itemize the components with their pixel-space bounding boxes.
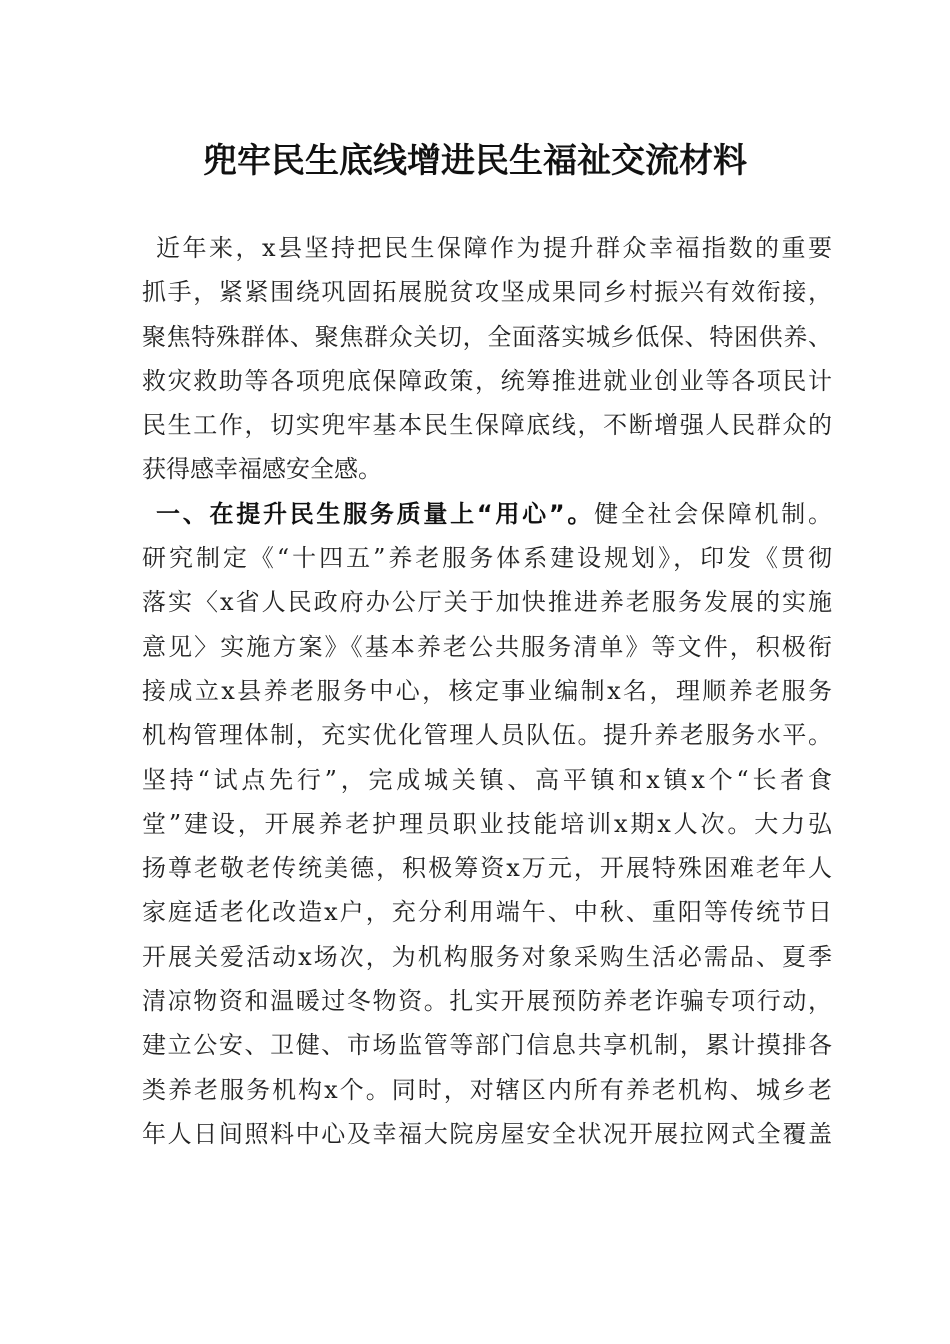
text-line: 堂”建设，开展养老护理员职业技能培训x期x人次。大力弘: [142, 809, 832, 838]
section-heading-line: [142, 492, 832, 536]
text-line: 救灾救助等各项兜底保障政策，统筹推进就业创业等各项民计: [142, 366, 832, 395]
text-line: 聚焦特殊群体、聚焦群众关切，全面落实城乡低保、特困供养、: [142, 322, 832, 351]
text-line: 抓手，紧紧围绕巩固拓展脱贫攻坚成果同乡村振兴有效衔接，: [142, 278, 832, 307]
text-line: 意见〉实施方案》《基本养老公共服务清单》等文件，积极衔: [142, 632, 832, 661]
section-first-sentence: 健全社会保障机制。: [594, 499, 832, 528]
paragraph-intro: [142, 226, 832, 492]
text-line: 研究制定《“十四五”养老服务体系建设规划》，印发《贯彻: [142, 544, 832, 573]
paragraph-section-one: [142, 492, 832, 1156]
text-line: 接成立x县养老服务中心，核定事业编制x名，理顺养老服务: [142, 676, 832, 705]
text-line: 落实〈x省人民政府办公厅关于加快推进养老服务发展的实施: [142, 588, 832, 617]
text-line: 近年来，x县坚持把民生保障作为提升群众幸福指数的重要: [156, 234, 832, 262]
text-line: 获得感幸福感安全感。: [142, 455, 382, 484]
text-line: 机构管理体制，充实优化管理人员队伍。提升养老服务水平。: [142, 721, 832, 750]
text-line: 建立公安、卫健、市场监管等部门信息共享机制，累计摸排各: [142, 1031, 832, 1060]
document-body: [142, 226, 832, 1156]
text-line: 开展关爱活动x场次，为机构服务对象采购生活必需品、夏季: [142, 942, 832, 971]
section-heading: 一、在提升民生服务质量上“用心”。: [156, 499, 595, 528]
text-line: 年人日间照料中心及幸福大院房屋安全状况开展拉网式全覆盖: [142, 1119, 832, 1148]
text-line: 坚持“试点先行”，完成城关镇、高平镇和x镇x个“长者食: [142, 765, 832, 794]
text-line: 扬尊老敬老传统美德，积极筹资x万元，开展特殊困难老年人: [142, 854, 832, 883]
text-line: 家庭适老化改造x户，充分利用端午、中秋、重阳等传统节日: [142, 898, 832, 927]
text-line: 类养老服务机构x个。同时，对辖区内所有养老机构、城乡老: [142, 1075, 832, 1104]
text-line: 民生工作，切实兜牢基本民生保障底线，不断增强人民群众的: [142, 411, 832, 440]
text-line: 清凉物资和温暖过冬物资。扎实开展预防养老诈骗专项行动，: [142, 987, 832, 1016]
document-title: 兜牢民生底线增进民生福祉交流材料: [203, 141, 747, 181]
